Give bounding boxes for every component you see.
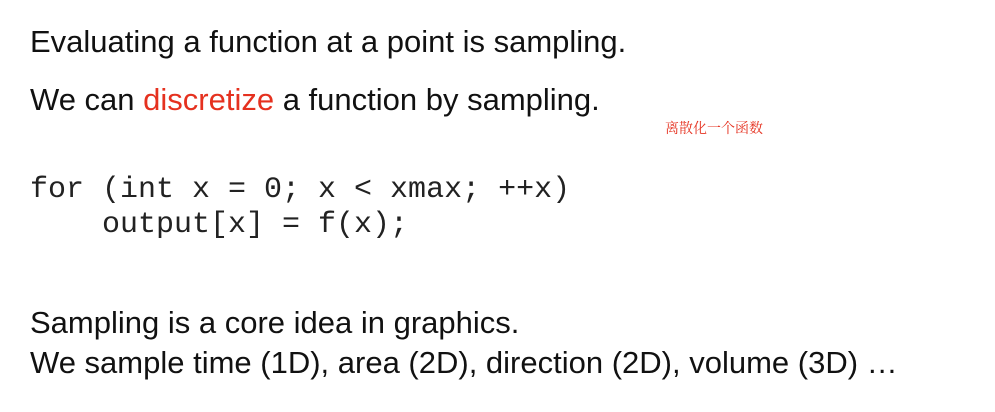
- statement-discretize-suffix: a function by sampling.: [274, 82, 600, 117]
- code-block: [30, 173, 570, 243]
- statement-discretize-prefix: We can: [30, 82, 144, 117]
- statement-discretize: [30, 82, 600, 118]
- highlight-discretize: discretize: [143, 82, 275, 117]
- statement-sample-domains: We sample time (1D), area (2D), direction (2D), volume (3D) …: [30, 345, 898, 380]
- statement-core-idea: Sampling is a core idea in graphics.: [30, 305, 520, 340]
- handwritten-annotation: 离散化一个函数: [665, 121, 763, 137]
- code-line-body: output[x] = f(x);: [30, 208, 409, 242]
- statement-sampling-definition: Evaluating a function at a point is sampling.: [30, 24, 627, 59]
- code-line-loop: for (int x = 0; x < xmax; ++x): [30, 173, 571, 207]
